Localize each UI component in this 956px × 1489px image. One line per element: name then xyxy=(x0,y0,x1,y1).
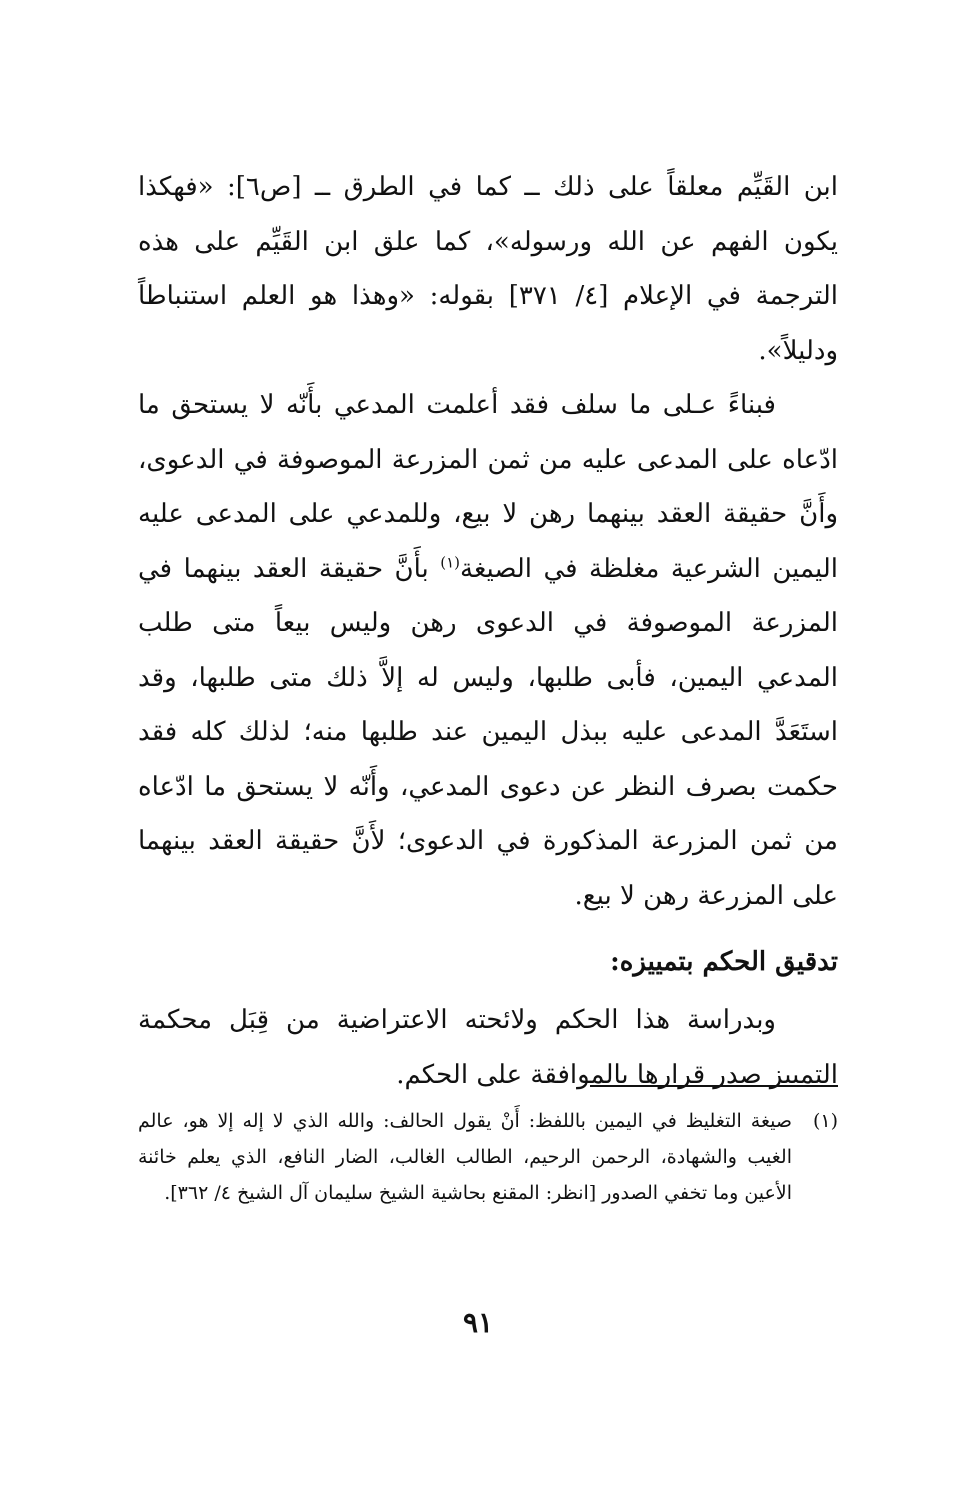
footnote-text: صيغة التغليظ في اليمين باللفظ: أَنْ يقول الحالف: والله الذي لا إله إلا هو، عالم الغيب والشهادة، الرحمن الرحيم، الطالب الغالب، الضار النافع، الذي يعلم خائنة الأعين وما تخفي الصدور [انظر: المقنع بحاشية الشيخ سليمان آل الشيخ ٤/ ٣٦٢]. xyxy=(138,1110,792,1204)
footnote-reference: (١) xyxy=(440,552,460,571)
footnote-separator xyxy=(590,1085,838,1087)
section-heading: تدقيق الحكم بتمييزه: xyxy=(610,947,838,977)
footnotes xyxy=(138,1103,838,1211)
paragraph-2 xyxy=(138,378,838,923)
main-text xyxy=(138,160,838,1102)
footnote-1 xyxy=(138,1103,838,1211)
paragraph-2-part-2: بأَنَّ حقيقة العقد بينهما في المزرعة الموصوفة في الدعوى رهن وليس بيعاً متى طلب المدعي اليمين، فأبى طلبها، وليس له إلاَّ ذلك متى طلبها، وقد استَعَدَّ المدعى عليه ببذل اليمين عند طلبها منه؛ لذلك كله فقد حكمت بصرف النظر عن دعوى المدعي، وأَنّه لا يستحق ما ادّعاه من ثمن المزرعة المذكورة في الدعوى؛ لأَنَّ حقيقة العقد بينهما على المزرعة رهن لا بيع. xyxy=(138,553,838,911)
paragraph-1: ابن القَيِّم معلقاً على ذلك ــ كما في الطرق ــ [ص٦]: «فهكذا يكون الفهم عن الله ورسوله»، كما علق ابن القَيِّم على هذه الترجمة في الإعلام [٤/ ٣٧١] بقوله: «وهذا هو العلم استنباطاً ودليلاً». xyxy=(138,172,839,366)
paragraph-3: وبدراسة هذا الحكم ولائحته الاعتراضية من قِبَل محكمة التمييز صدر قرارها بالموافقة على الحكم. xyxy=(138,1005,838,1090)
footnote-number: (١) xyxy=(812,1110,838,1132)
page-number: ٩١ xyxy=(462,1306,494,1339)
paragraph-2-part-1: فبناءً عـلى ما سلف فقد أعلمت المدعي بأَنّه لا يستحق ما ادّعاه على المدعى عليه من ثمن المزرعة الموصوفة في الدعوى، وأَنَّ حقيقة العقد بينهما رهن لا بيع، وللمدعي على المدعى عليه اليمين الشرعية مغلظة في الصيغة xyxy=(138,390,838,584)
